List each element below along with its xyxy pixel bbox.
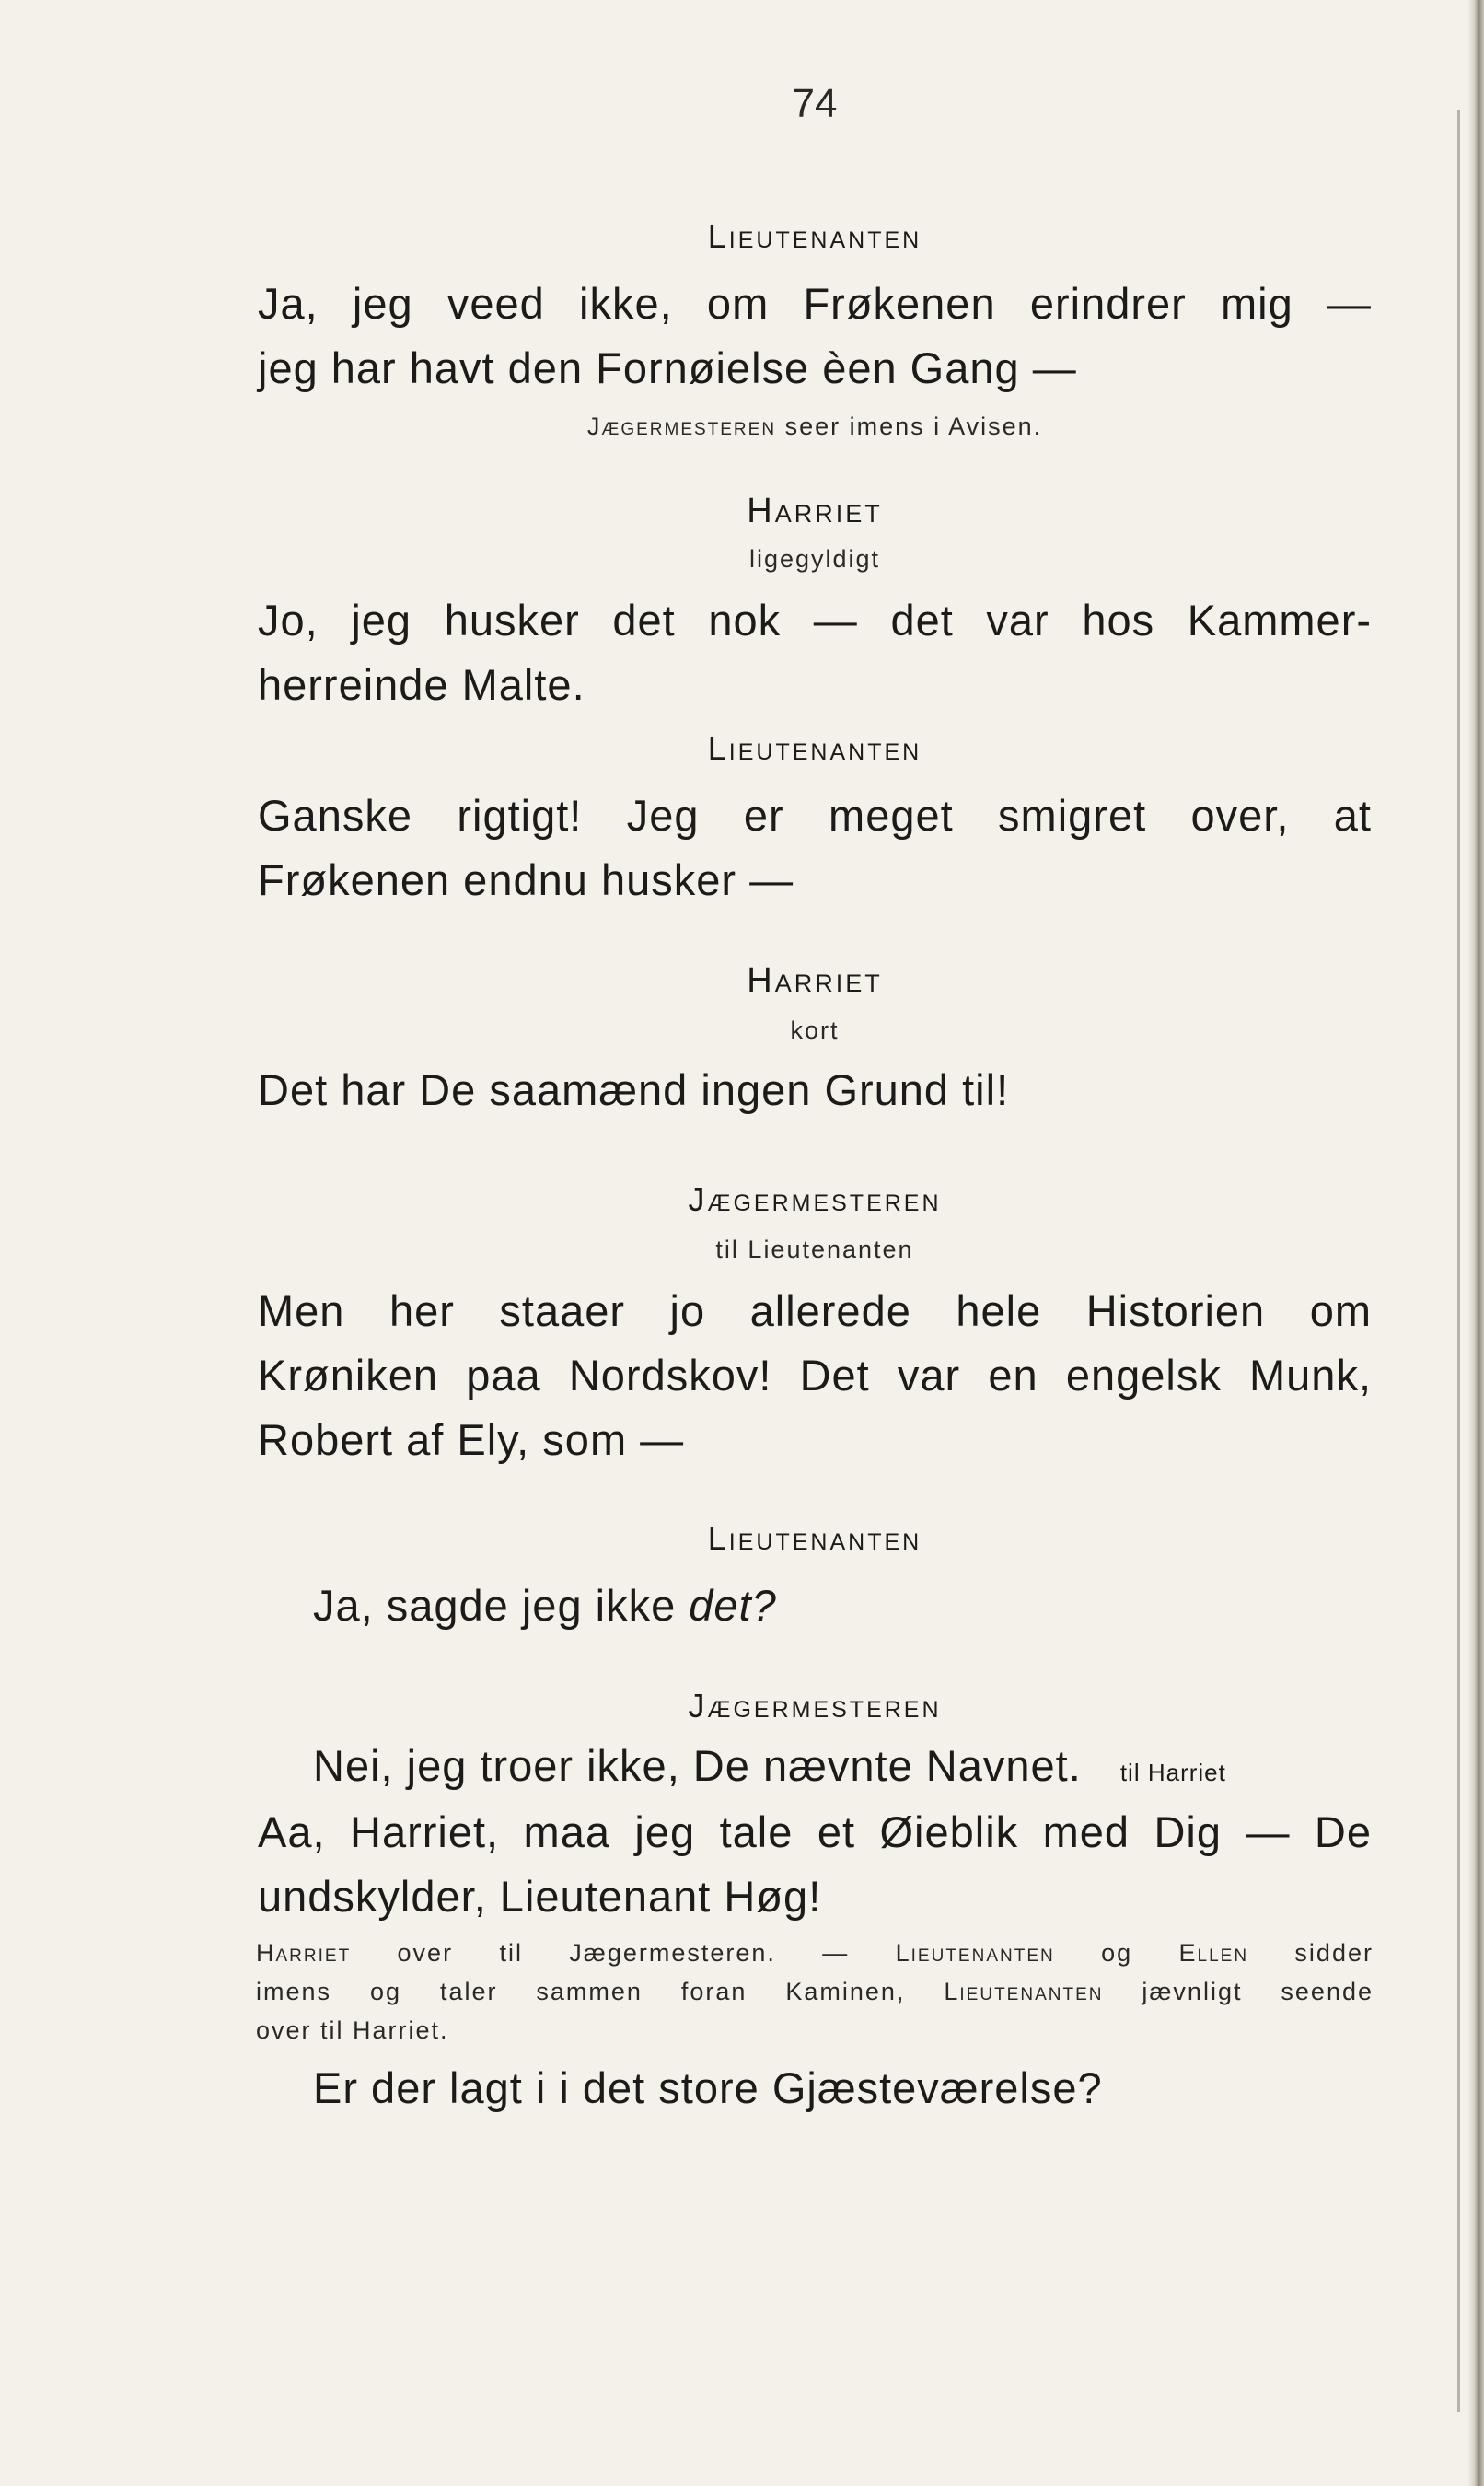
dialogue-line: Ja, jeg veed ikke, om Frøkenen erindrer mig — — [258, 279, 1372, 328]
dialogue-line: Krøniken paa Nordskov! Det var en engelsk Munk, — [258, 1351, 1372, 1400]
character-name: Harriet — [256, 1939, 352, 1967]
dialogue-line — [313, 1580, 1427, 1631]
dialogue-line: Frøkenen endnu husker — — [258, 855, 794, 904]
emphasis-text: det? — [689, 1581, 777, 1630]
dialogue-line: jeg har havt den Fornøielse èen Gang — — [258, 343, 1077, 392]
dialogue-line: Jo, jeg husker det nok — det var hos Kammer- — [258, 596, 1372, 645]
speaker-name: Lieutenanten — [707, 729, 922, 767]
dialogue-line: Aa, Harriet, maa jeg tale et Øieblik med Dig — De — [258, 1807, 1372, 1856]
stage-direction: kort — [790, 1016, 840, 1044]
dialogue-line: Det har De saamænd ingen Grund til! — [258, 1065, 1010, 1114]
speaker-name: Harriet — [747, 492, 883, 530]
stage-direction-text: jævnligt seende — [1103, 1978, 1374, 2005]
speaker-name: Harriet — [747, 961, 883, 1000]
dialogue-line: Robert af Ely, som — — [258, 1415, 685, 1464]
stage-direction: til Lieutenanten — [715, 1236, 914, 1263]
stage-direction: ligegyldigt — [748, 545, 881, 573]
dialogue-line: Men her staaer jo allerede hele Historien om — [258, 1286, 1372, 1335]
stage-direction — [0, 412, 1484, 441]
dialogue-line: herreinde Malte. — [258, 660, 585, 709]
dialogue-line: undskylder, Lieutenant Høg! — [258, 1872, 822, 1921]
dialogue-text: Ja, sagde jeg ikke — [313, 1581, 690, 1630]
dialogue-line: Ganske rigtigt! Jeg er meget smigret over, at — [258, 791, 1372, 840]
dialogue-line: Er der lagt i i det store Gjæsteværelse? — [313, 2063, 1103, 2112]
character-name: Ellen — [1178, 1939, 1249, 1967]
character-name: Lieutenanten — [895, 1939, 1055, 1967]
page-number: 74 — [792, 81, 838, 126]
character-name: Lieutenanten — [944, 1978, 1104, 2005]
speaker-name: Jægermesteren — [688, 1180, 942, 1218]
stage-direction: til Harriet — [1119, 1759, 1226, 1786]
stage-direction-text: og — [1054, 1939, 1179, 1967]
stage-direction-text: imens og taler sammen foran Kaminen, — [256, 1978, 945, 2005]
speaker-name: Lieutenanten — [707, 1519, 922, 1557]
stage-direction-line — [256, 1978, 1374, 2006]
stage-direction-text: sidder — [1248, 1939, 1374, 1967]
stage-direction-line — [256, 1939, 1374, 1968]
dialogue-line — [313, 1740, 1427, 1791]
stage-direction-text: over til Jægermesteren. — — [351, 1939, 896, 1967]
dialogue-text: Nei, jeg troer ikke, De nævnte Navnet. — [313, 1741, 1082, 1790]
speaker-name: Jægermesteren — [688, 1687, 942, 1725]
character-name: Jægermesteren — [586, 412, 777, 440]
stage-direction-line: over til Harriet. — [256, 2016, 449, 2044]
stage-direction-text: seer imens i Avisen. — [776, 412, 1043, 440]
speaker-name: Lieutenanten — [707, 217, 922, 255]
